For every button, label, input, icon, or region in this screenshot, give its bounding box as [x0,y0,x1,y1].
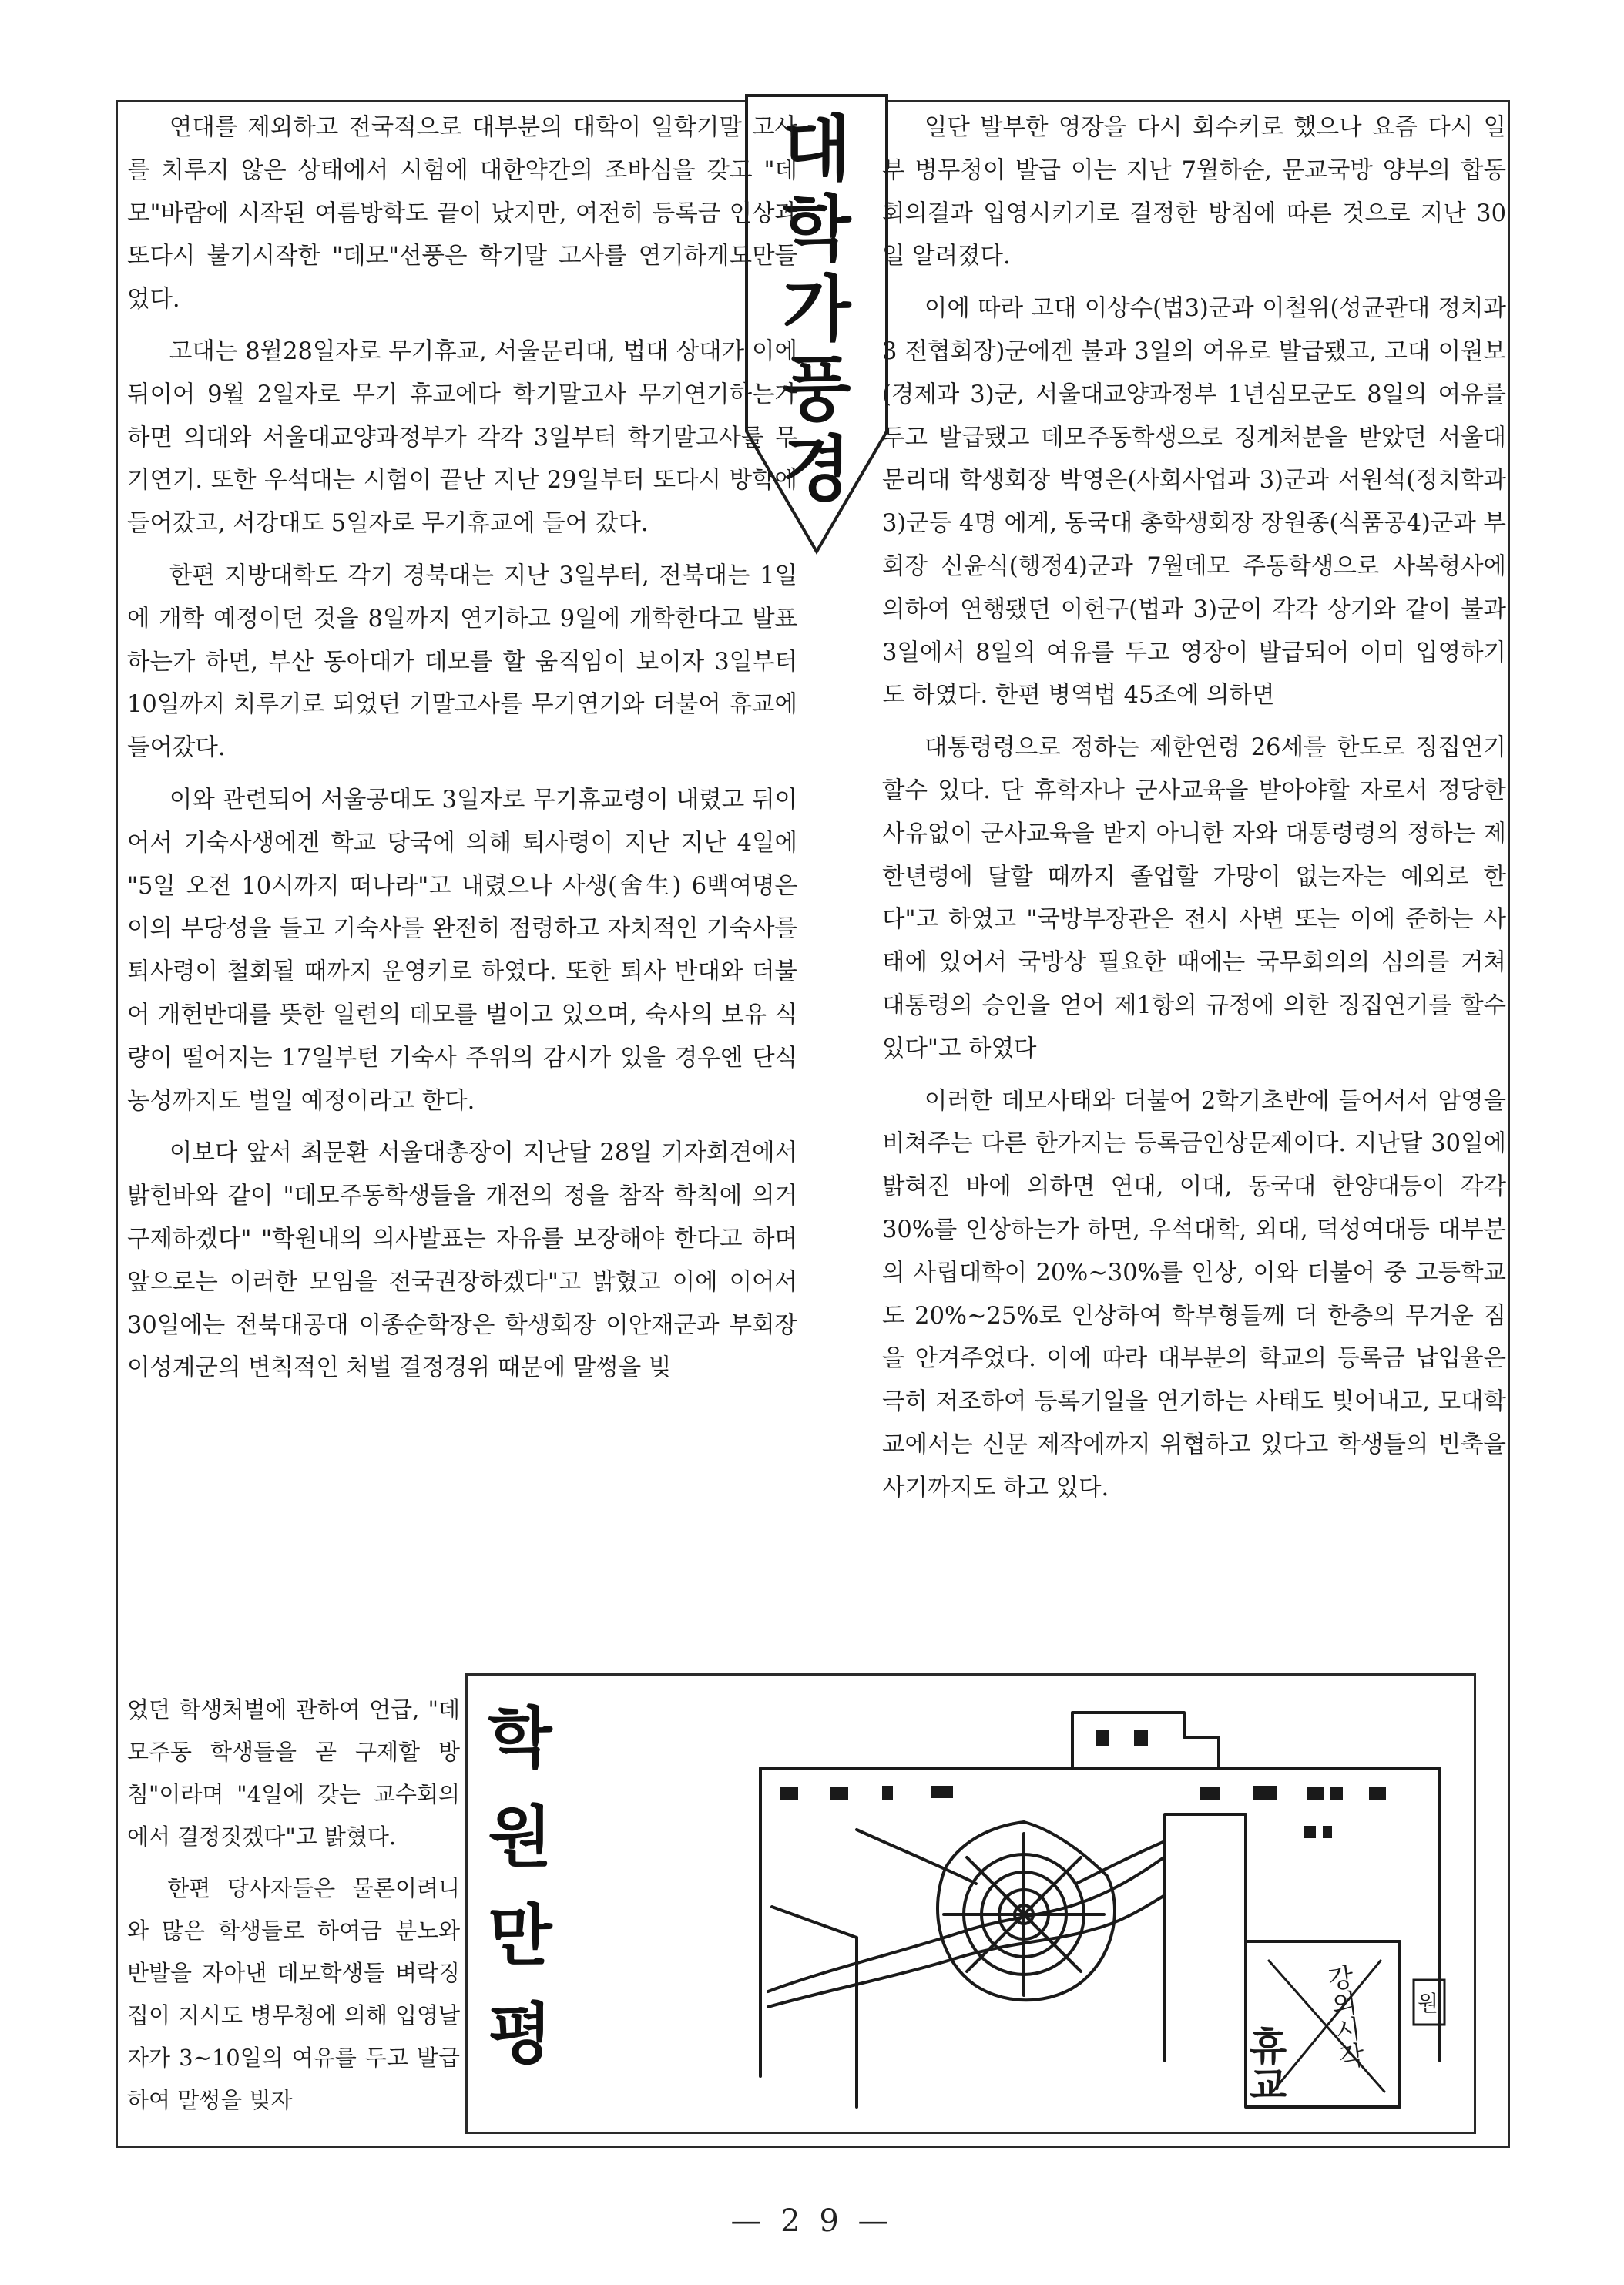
sign-main-text: 휴교 [1243,2026,1287,2103]
banner-char: 경 [782,428,851,511]
paragraph: 이와 관련되어 서울공대도 3일자로 무기휴교령이 내렸고 뒤이어서 기숙사생에겐 학교 당국에 의해 퇴사령이 지난 지난 4일에 "5일 오전 10시까지 떠나라"고 내렸으나 사생(舍生) 6백여명은 이의 부당성을 들고 기숙사를 완전히 점령하고 자치적인 기숙사를 퇴사령이 철회될 때까지 운영키로 하였다. 또한 퇴사 반대와 더불어 개헌반대를 뜻한 일련의 데모를 벌이고 있으며, 숙사의 보유 식량이 떨어지는 17일부턴 기숙사 주위의 감시가 있을 경우엔 단식 농성까지도 벌일 예정이라고 한다. [127,786,797,1115]
paragraph: 었던 학생처벌에 관하여 언급, "데모주동 학생들을 곧 구제할 방침"이라며 "4일에 갖는 교수회의에서 결정짓겠다"고 밝혔다. [127,1696,460,1850]
paragraph: 일단 발부한 영장을 다시 회수키로 했으나 요즘 다시 일부 병무청이 발급 이는 지난 7월하순, 문교국방 양부의 합동회의결과 입영시키기로 결정한 방침에 따른 것으로 지난 30일 알려졌다. [882,114,1506,270]
paragraph: 이러한 데모사태와 더불어 2학기초반에 들어서서 암영을 비쳐주는 다른 한가지는 등록금인상문제이다. 지난달 30일에 밝혀진 바에 의하면 연대, 이대, 동국대 한양대등이 각각 30%를 인상하는가 하면, 우석대학, 외대, 덕성여대등 대부분의 사립대학이 20%~30%를 인상, 이와 더불어 중 고등학교도 20%~25%로 인상하여 학부형들께 더 한층의 무거운 짐을 안겨주었다. 이에 따라 대부분의 학교의 등록금 납입율은 극히 저조하여 등록기일을 연기하는 사태도 빚어내고, 모대학교에서는 신문 제작에까지 위협하고 있다고 학생들의 빈축을 사기까지도 하고 있다. [882,1087,1506,1502]
banner-char: 학 [782,188,851,270]
banner-char: 대 [782,108,851,190]
page-number: — 2 9 — [730,2203,894,2239]
left-column [127,106,797,1390]
right-column [882,106,1506,1510]
bottom-left-column [127,1689,460,2122]
building-windows [780,1730,1386,1838]
paragraph: 대통령령으로 정하는 제한연령 26세를 한도로 징집연기 할수 있다. 단 휴학자나 군사교육을 받아야할 자로서 정당한 사유없이 군사교육을 받지 아니한 자와 대통령령의 정하는 제한년령에 달할 때까지 졸업할 가망이 없는자는 예외로 한다"고 하였고 "국방부장관은 전시 사변 또는 이에 준하는 사태에 있어서 국방상 필요한 때에는 국무회의의 심의를 거쳐 대통령의 승인을 얻어 제1항의 규정에 의한 징집연기를 할수 있다"고 하였다 [882,734,1506,1062]
signature-text: 원 [1418,1991,1439,2016]
paragraph: 연대를 제외하고 전국적으로 대부분의 대학이 일학기말 고사를 치루지 않은 상태에서 시험에 대한약간의 조바심을 갖고 "데모"바람에 시작된 여름방학도 끝이 났지만, 여전히 등록금 인상과 또다시 불기시작한 "데모"선풍은 학기말 고사를 연기하게도만들었다. [127,114,797,314]
gate-post-left [772,1907,857,2107]
editorial-cartoon [465,1673,1476,2134]
banner-char: 가 [782,268,851,351]
paragraph: 한편 지방대학도 각기 경북대는 지난 3일부터, 전북대는 1일에 개학 예정이던 것을 8일까지 연기하고 9일에 개학한다고 발표하는가 하면, 부산 동아대가 데모를 할 움직임이 보이자 3일부터 10일까지 치루기로 되었던 기말고사를 무기연기와 더불어 휴교에 들어갔다. [127,562,797,762]
gate-post-right [1165,1814,1246,2061]
banner-char: 풍 [782,348,851,431]
cartoon-title-char: 만 [488,1897,552,1975]
cartoon-title-char: 평 [488,1996,552,2073]
spider-web [938,1822,1115,2000]
cartoon-drawing [468,1676,1474,2132]
paragraph: 고대는 8월28일자로 무기휴교, 서울문리대, 법대 상대가 이에 뒤이어 9월 2일자로 무기 휴교에다 학기말고사 무기연기하는가 하면 의대와 서울대교양과정부가 각각 3일부터 학기말고사를 무기연기. 또한 우석대는 시험이 끝난 지난 29일부터 또다시 방학에 들어갔고, 서강대도 5일자로 무기휴교에 들어 갔다. [127,337,797,538]
paragraph: 한편 당사자들은 물론이려니와 많은 학생들로 하여금 분노와 반발을 자아낸 데모학생들 벼락징집이 지시도 병무청에 의해 입영날자가 3~10일의 여유를 두고 발급하여 말썽을 빚자 [127,1875,460,2113]
cartoon-title-char: 원 [488,1799,552,1876]
sign-overlay-text: 강의시작 [1320,1962,1367,2071]
paragraph: 이에 따라 고대 이상수(법3)군과 이철위(성균관대 정치과 3 전협회장)군에겐 불과 3일의 여유로 발급됐고, 고대 이원보(경제과 3)군, 서울대교양과정부 1년심모군도 8일의 여유를 두고 발급됐고 데모주동학생으로 징계처분을 받았던 서울대 문리대 학생회장 박영은(사회사업과 3)군과 서원석(정치학과3)군등 4명 에게, 동국대 총학생회장 장원종(식품공4)군과 부회장 신윤식(행정4)군과 7월데모 주동학생으로 사복형사에 의하여 연행됐던 이헌구(법과 3)군이 각각 상기와 같이 불과 3일에서 8일의 여유를 두고 영장이 발급되어 이미 입영하기도 하였다. 한편 병역법 45조에 의하면 [882,295,1506,710]
paragraph: 이보다 앞서 최문환 서울대총장이 지난달 28일 기자회견에서 밝힌바와 같이 "데모주동학생들을 개전의 정을 참작 학칙에 의거 구제하겠다" "학원내의 의사발표는 자유를 보장해야 한다고 하며 앞으로는 이러한 모임을 전국권장하겠다"고 밝혔고 이에 이어서 30일에는 전북대공대 이종순학장은 학생회장 이안재군과 부회장 이성계군의 변칙적인 처벌 결정경위 때문에 말썽을 빚 [127,1139,797,1382]
cartoon-title-char: 학 [488,1700,552,1777]
